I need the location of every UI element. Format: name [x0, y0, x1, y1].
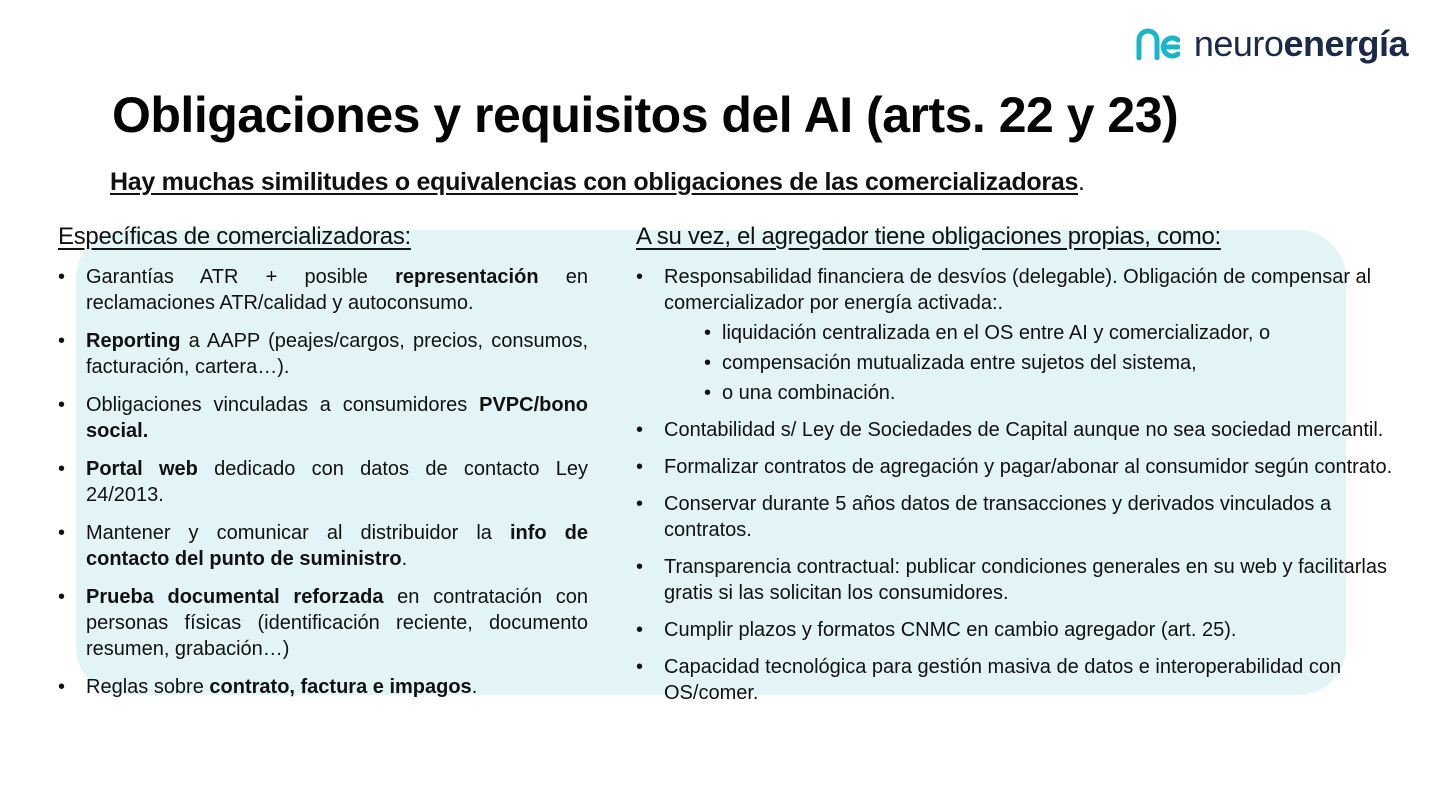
sub-list-item: • o una combinación.: [704, 380, 1396, 406]
list-item: • Reporting a AAPP (peajes/cargos, precios, consumos, facturación, cartera…).: [58, 328, 588, 380]
list-item: • Portal web dedicado con datos de contacto Ley 24/2013.: [58, 456, 588, 508]
list-item: • Transparencia contractual: publicar condiciones generales en su web y facilitarlas gratis si las solicitan los consumidores.: [636, 554, 1396, 606]
ne-logo-icon: [1136, 28, 1180, 60]
list-item: • Cumplir plazos y formatos CNMC en cambio agregador (art. 25).: [636, 617, 1396, 643]
list-item: • Formalizar contratos de agregación y pagar/abonar al consumidor según contrato.: [636, 454, 1396, 480]
list-item: • Mantener y comunicar al distribuidor la info de contacto del punto de suministro.: [58, 520, 588, 572]
page-title: Obligaciones y requisitos del AI (arts. 22 y 23): [112, 87, 1179, 143]
list-item: • Garantías ATR + posible representación en reclamaciones ATR/calidad y autoconsumo.: [58, 264, 588, 316]
retailer-obligations-list: [58, 264, 588, 712]
right-column-heading: A su vez, el agregador tiene obligaciones propias, como:: [636, 223, 1221, 250]
sub-list: [704, 320, 1396, 406]
brand-logo: [1136, 23, 1408, 64]
list-item: • Prueba documental reforzada en contratación con personas físicas (identificación reciente, documento resumen, grabación…): [58, 584, 588, 662]
aggregator-obligations-list: [636, 264, 1396, 717]
list-item: • Obligaciones vinculadas a consumidores PVPC/bono social.: [58, 392, 588, 444]
brand-name: neuroenergía: [1193, 23, 1408, 64]
sub-list-item: • compensación mutualizada entre sujetos del sistema,: [704, 350, 1396, 376]
list-item: • Conservar durante 5 años datos de transacciones y derivados vinculados a contratos.: [636, 491, 1396, 543]
list-item: • Responsabilidad financiera de desvíos (delegable). Obligación de compensar al comercializador por energía activada:. • liquidación centralizada en el OS entre AI y comercializador, o • compensación mutualizada entre sujetos del sistema, • o una combinación.: [636, 264, 1396, 406]
sub-list-item: • liquidación centralizada en el OS entre AI y comercializador, o: [704, 320, 1396, 346]
left-column-heading: Específicas de comercializadoras:: [58, 223, 411, 250]
list-item: • Capacidad tecnológica para gestión masiva de datos e interoperabilidad con OS/comer.: [636, 654, 1396, 706]
subtitle: Hay muchas similitudes o equivalencias con obligaciones de las comercializadoras.: [110, 168, 1085, 196]
list-item: • Contabilidad s/ Ley de Sociedades de Capital aunque no sea sociedad mercantil.: [636, 417, 1396, 443]
list-item: • Reglas sobre contrato, factura e impagos.: [58, 674, 588, 700]
